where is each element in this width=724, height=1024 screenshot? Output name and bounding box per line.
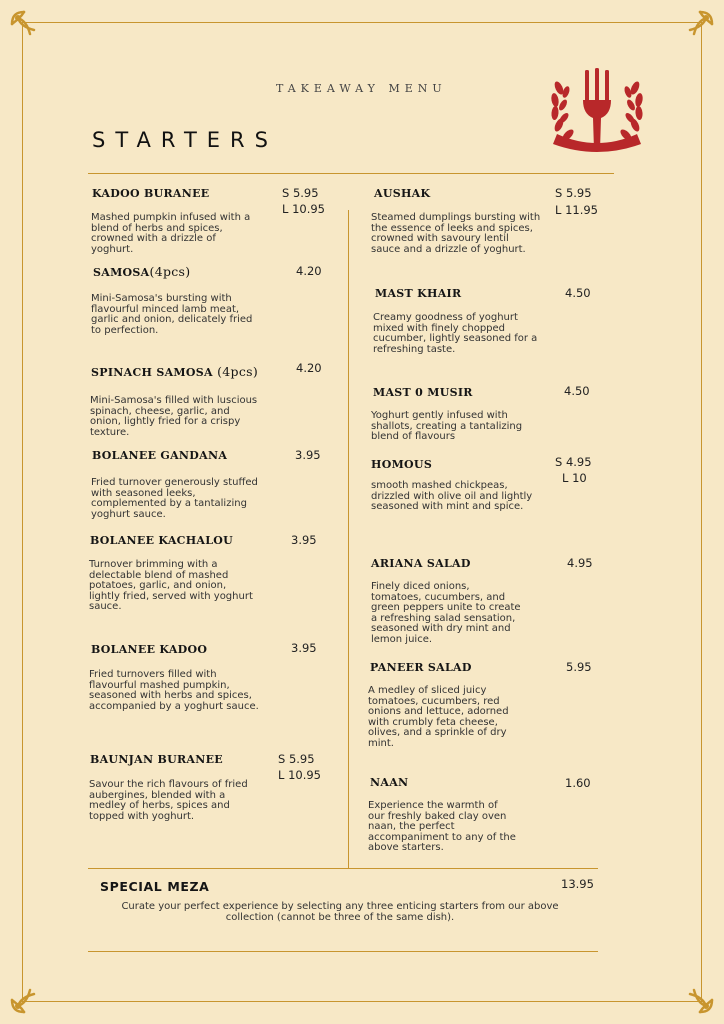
item-name: SPINACH SAMOSA (4pcs) (91, 364, 259, 379)
item-price-large: L 10 (562, 471, 587, 485)
item-name: BOLANEE GANDANA (92, 449, 228, 462)
item-price-small: S 4.95 (555, 455, 592, 469)
column-divider (348, 210, 349, 868)
item-price: 4.50 (565, 286, 591, 300)
item-name: NAAN (370, 776, 409, 789)
item-description: Turnover brimming with a delectable blend of mashed potatoes, garlic, and onion, lightly fried, served with yoghurt sauce. (89, 559, 253, 612)
item-price: 4.50 (564, 384, 590, 398)
item-description: Mashed pumpkin infused with a blend of herbs and spices, crowned with a drizzle of yoghurt. (91, 212, 251, 255)
item-price: 4.20 (296, 264, 322, 278)
top-divider (88, 173, 614, 174)
item-name: HOMOUS (371, 458, 433, 471)
item-name: MAST KHAIR (375, 287, 462, 300)
item-description: Savour the rich flavours of fried aubergines, blended with a medley of herbs, spices and topped with yoghurt. (89, 779, 248, 822)
item-name: KADOO BURANEE (92, 187, 210, 200)
item-price: 4.20 (296, 361, 322, 375)
item-name: BOLANEE KACHALOU (90, 534, 234, 547)
item-price-small: S 5.95 (278, 752, 315, 766)
item-description: Mini-Samosa's filled with luscious spinach, cheese, garlic, and onion, lightly fried for a crispy texture. (90, 395, 258, 438)
meza-divider-top (88, 868, 598, 869)
item-price: 3.95 (295, 448, 321, 462)
item-name: BOLANEE KADOO (91, 643, 208, 656)
page-title: STARTERS (92, 128, 278, 152)
menu-subtitle: TAKEAWAY MENU (276, 82, 447, 95)
item-description: Mini-Samosa's bursting with flavourful minced lamb meat, garlic and onion, delicately fried to perfection. (91, 293, 253, 336)
item-description: Yoghurt gently infused with shallots, creating a tantalizing blend of flavours (371, 410, 523, 442)
special-meza-title: SPECIAL MEZA (100, 879, 210, 894)
special-meza-description: Curate your perfect experience by selecting any three enticing starters from our above collection (cannot be three of the same dish). (121, 901, 559, 923)
item-price-small: S 5.95 (282, 186, 319, 200)
item-description: Creamy goodness of yoghurt mixed with finely chopped cucumber, lightly seasoned for a refreshing taste. (373, 312, 538, 355)
bottom-divider (88, 951, 598, 952)
item-name: MAST 0 MUSIR (373, 386, 473, 399)
item-price: 4.95 (567, 556, 593, 570)
special-meza-price: 13.95 (561, 877, 594, 891)
item-name: PANEER SALAD (370, 661, 472, 674)
corner-ornament-icon (8, 8, 44, 44)
corner-ornament-icon (8, 980, 44, 1016)
item-name: BAUNJAN BURANEE (90, 753, 223, 766)
item-description: Steamed dumplings bursting with the essence of leeks and spices, crowned with savoury lentil sauce and a drizzle of yoghurt. (371, 212, 541, 255)
corner-ornament-icon (680, 8, 716, 44)
item-price-small: S 5.95 (555, 186, 592, 200)
item-price: 5.95 (566, 660, 592, 674)
restaurant-logo-icon (545, 66, 649, 160)
item-price: 1.60 (565, 776, 591, 790)
item-price: 3.95 (291, 641, 317, 655)
item-description: Finely diced onions, tomatoes, cucumbers, and green peppers unite to create a refreshing salad sensation, seasoned with dry mint and lemon juice. (371, 581, 521, 645)
item-name: AUSHAK (374, 187, 431, 200)
item-description: Fried turnover generously stuffed with seasoned leeks, complemented by a tantalizing yoghurt sauce. (91, 477, 258, 520)
item-price: 3.95 (291, 533, 317, 547)
item-description: A medley of sliced juicy tomatoes, cucumbers, red onions and lettuce, adorned with crumbly feta cheese, olives, and a sprinkle of dry mint. (368, 685, 509, 749)
item-price-large: L 10.95 (282, 202, 325, 216)
item-price-large: L 11.95 (555, 203, 598, 217)
corner-ornament-icon (680, 980, 716, 1016)
item-description: Fried turnovers filled with flavourful mashed pumpkin, seasoned with herbs and spices, accompanied by a yoghurt sauce. (89, 669, 259, 712)
item-name: ARIANA SALAD (371, 557, 471, 570)
item-price-large: L 10.95 (278, 768, 321, 782)
item-name: SAMOSA(4pcs) (93, 264, 191, 279)
item-description: smooth mashed chickpeas, drizzled with olive oil and lightly seasoned with mint and spice. (371, 480, 533, 512)
item-description: Experience the warmth of our freshly baked clay oven naan, the perfect accompaniment to any of the above starters. (368, 800, 516, 853)
